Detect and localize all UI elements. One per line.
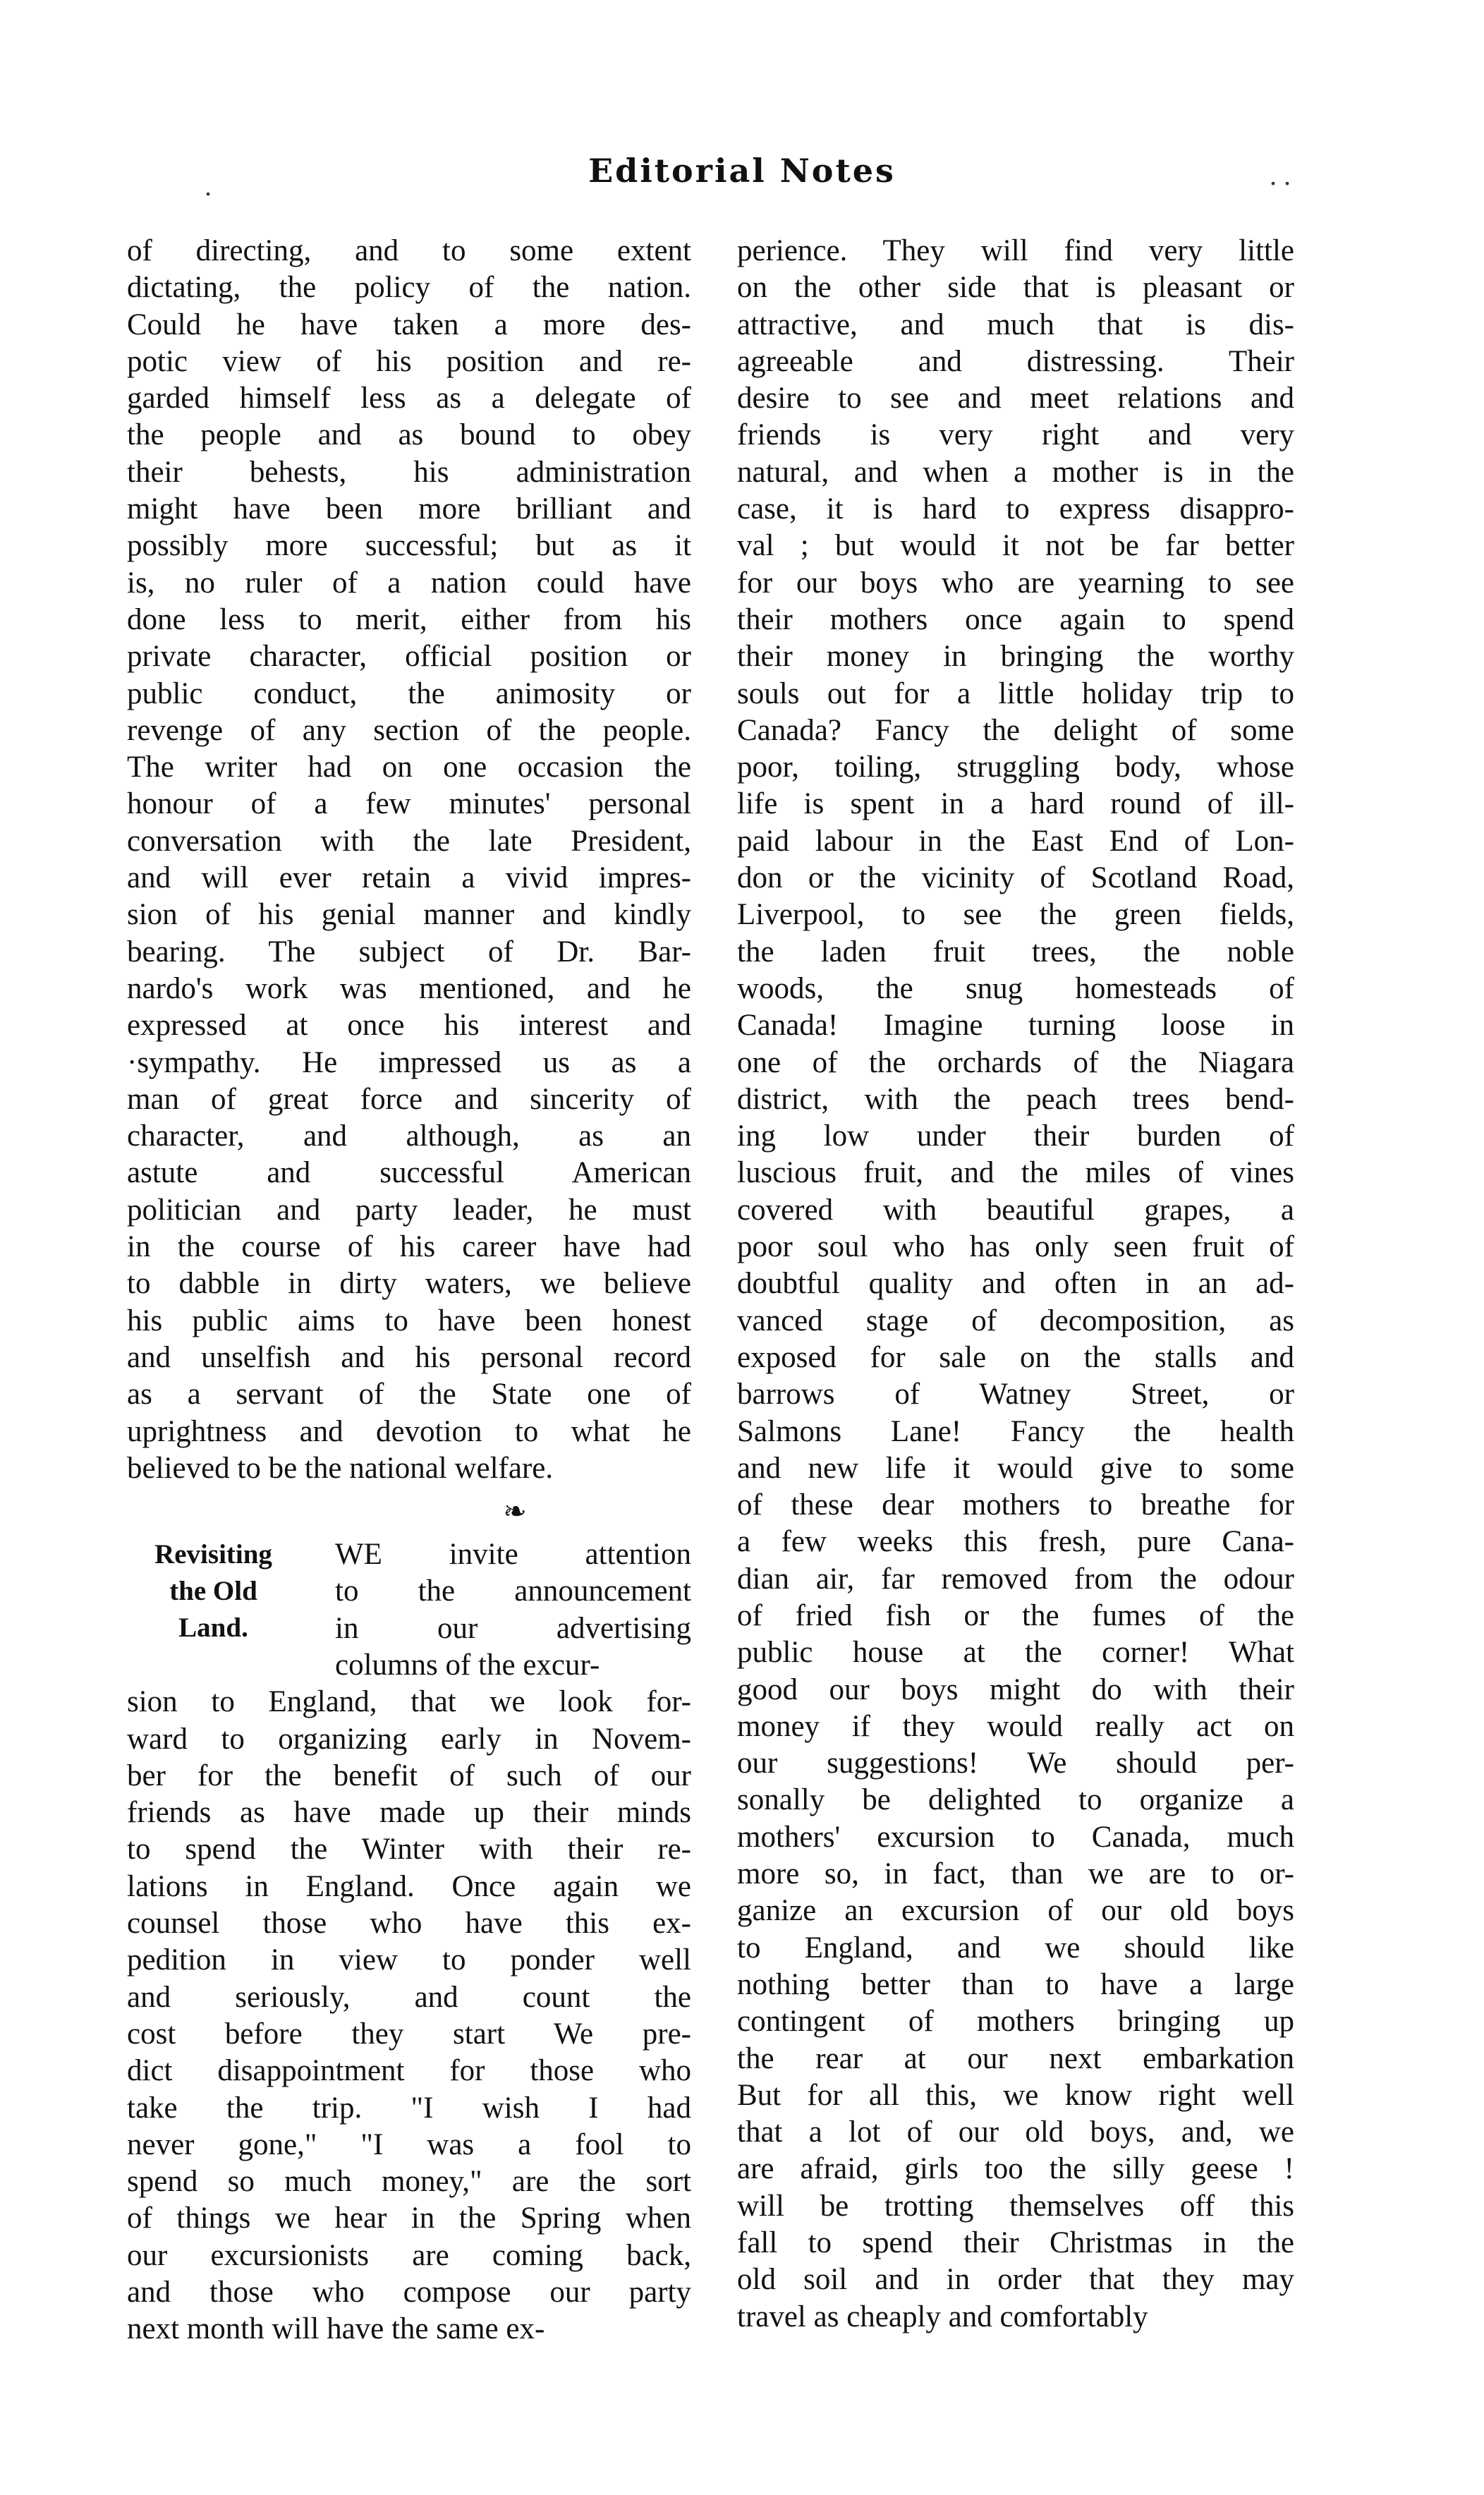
text-line: more so, in fact, than we are to or- — [737, 1857, 1294, 1891]
text-line: WE invite attention — [335, 1538, 691, 1572]
text-line: But for all this, we know right well — [737, 2078, 1294, 2112]
section-divider-ornament: ❧ — [503, 1495, 527, 1528]
text-line: travel as cheaply and comfortably — [737, 2300, 1148, 2333]
text-line: pedition in view to ponder well — [127, 1943, 691, 1977]
text-line: Salmons Lane! Fancy the health — [737, 1414, 1294, 1448]
text-line: their mothers once again to spend — [737, 602, 1294, 636]
text-line: ward to organizing early in Novem- — [127, 1722, 691, 1756]
text-line: of things we hear in the Spring when — [127, 2202, 691, 2235]
text-line: woods, the snug homesteads of — [737, 971, 1294, 1005]
text-line: mothers' excursion to Canada, much — [737, 1820, 1294, 1854]
text-line: ·sympathy. He impressed us as a — [127, 1045, 691, 1079]
text-line: The writer had on one occasion the — [127, 751, 691, 784]
text-line: contingent of mothers bringing up — [737, 2005, 1294, 2039]
text-line: sion of his genial manner and kindly — [127, 898, 691, 932]
text-line: and seriously, and count the — [127, 1980, 691, 2014]
text-line: don or the vicinity of Scotland Road, — [737, 861, 1294, 895]
text-line: on the other side that is pleasant or — [737, 271, 1294, 305]
text-line: luscious fruit, and the miles of vines — [737, 1156, 1294, 1190]
side-heading-line: Land. — [178, 1613, 248, 1644]
text-line: for our boys who are yearning to see — [737, 566, 1294, 600]
text-line: cost before they start We pre- — [127, 2017, 691, 2051]
text-line: one of the orchards of the Niagara — [737, 1045, 1294, 1079]
text-line: astute and successful American — [127, 1156, 691, 1190]
text-line: to spend the Winter with their re- — [127, 1833, 691, 1866]
text-line: exposed for sale on the stalls and — [737, 1340, 1294, 1374]
text-line: are afraid, girls too the silly geese ! — [737, 2152, 1294, 2186]
text-line: Liverpool, to see the green fields, — [737, 898, 1294, 932]
text-line: his public aims to have been honest — [127, 1304, 691, 1337]
text-line: souls out for a little holiday trip to — [737, 676, 1294, 710]
side-heading-line: Revisiting — [154, 1539, 272, 1570]
text-line: our excursionists are coming back, — [127, 2238, 691, 2272]
text-line: ber for the benefit of such of our — [127, 1759, 691, 1792]
text-line: friends as have made up their minds — [127, 1796, 691, 1830]
side-heading — [127, 1536, 300, 1646]
left-column-bottom-text — [127, 1684, 691, 2348]
text-line: in our advertising — [335, 1611, 691, 1645]
text-line: of directing, and to some extent — [127, 234, 691, 267]
header-left-mark: . — [205, 170, 212, 202]
text-line: their behests, his administration — [127, 455, 691, 489]
right-column — [737, 233, 1294, 2336]
text-line: expressed at once his interest and — [127, 1009, 691, 1043]
left-column-top-text — [127, 233, 691, 1487]
text-line: the people and as bound to obey — [127, 418, 691, 452]
text-line: honour of a few minutes' personal — [127, 787, 691, 821]
text-line: to the announcement — [335, 1574, 691, 1608]
text-line: paid labour in the East End of Lon- — [737, 824, 1294, 858]
text-line: Could he have taken a more des- — [127, 308, 691, 341]
text-line: lations in England. Once again we — [127, 1869, 691, 1903]
text-line: dian air, far removed from the odour — [737, 1562, 1294, 1596]
text-line: attractive, and much that is dis- — [737, 308, 1294, 341]
text-line: ganize an excursion of our old boys — [737, 1894, 1294, 1928]
text-line: politician and party leader, he must — [127, 1193, 691, 1227]
text-line: revenge of any section of the people. — [127, 713, 691, 747]
text-line: case, it is hard to express disappro- — [737, 492, 1294, 526]
side-heading-line: the Old — [169, 1576, 257, 1607]
text-line: will be trotting themselves off this — [737, 2189, 1294, 2223]
text-line: possibly more successful; but as it — [127, 529, 691, 563]
text-line: our suggestions! We should per- — [737, 1747, 1294, 1780]
text-line: good our boys might do with their — [737, 1673, 1294, 1706]
text-line: bearing. The subject of Dr. Bar- — [127, 935, 691, 969]
text-line: vanced stage of decomposition, as — [737, 1304, 1294, 1337]
text-line: of fried fish or the fumes of the — [737, 1598, 1294, 1632]
text-line: garded himself less as a delegate of — [127, 382, 691, 415]
text-line: never gone," "I was a fool to — [127, 2127, 691, 2161]
text-line: a few weeks this fresh, pure Cana- — [737, 1525, 1294, 1559]
text-line: is, no ruler of a nation could have — [127, 566, 691, 600]
text-line: covered with beautiful grapes, a — [737, 1193, 1294, 1227]
text-line: money if they would really act on — [737, 1709, 1294, 1743]
text-line: and will ever retain a vivid impres- — [127, 861, 691, 895]
text-line: and unselfish and his personal record — [127, 1340, 691, 1374]
text-line: dict disappointment for those who — [127, 2054, 691, 2088]
text-line: poor soul who has only seen fruit of — [737, 1230, 1294, 1264]
text-line: doubtful quality and often in an ad- — [737, 1267, 1294, 1301]
text-line: that a lot of our old boys, and, we — [737, 2115, 1294, 2149]
left-column — [127, 233, 691, 2348]
text-line: and those who compose our party — [127, 2276, 691, 2309]
text-line: ing low under their burden of — [737, 1119, 1294, 1153]
text-line: columns of the excur- — [335, 1648, 600, 1682]
text-line: public house at the corner! What — [737, 1636, 1294, 1670]
text-line: poor, toiling, struggling body, whose — [737, 751, 1294, 784]
text-line: agreeable and distressing. Their — [737, 344, 1294, 378]
text-line: desire to see and meet relations and — [737, 382, 1294, 415]
text-line: uprightness and devotion to what he — [127, 1414, 691, 1448]
text-line: sion to England, that we look for- — [127, 1685, 691, 1719]
text-line: old soil and in order that they may — [737, 2263, 1294, 2297]
text-line: barrows of Watney Street, or — [737, 1378, 1294, 1412]
text-line: district, with the peach trees bend- — [737, 1082, 1294, 1116]
text-line: man of great force and sincerity of — [127, 1082, 691, 1116]
text-line: to England, and we should like — [737, 1931, 1294, 1965]
text-line: their money in bringing the worthy — [737, 640, 1294, 674]
text-line: character, and although, as an — [127, 1119, 691, 1153]
text-line: friends is very right and very — [737, 418, 1294, 452]
text-line: conversation with the late President, — [127, 824, 691, 858]
text-line: the laden fruit trees, the noble — [737, 935, 1294, 969]
text-line: in the course of his career have had — [127, 1230, 691, 1264]
text-line: to dabble in dirty waters, we believe — [127, 1267, 691, 1301]
text-line: next month will have the same ex- — [127, 2312, 545, 2346]
text-line: dictating, the policy of the nation. — [127, 271, 691, 305]
text-line: take the trip. "I wish I had — [127, 2091, 691, 2125]
text-line: believed to be the national welfare. — [127, 1451, 554, 1485]
text-line: counsel those who have this ex- — [127, 1907, 691, 1941]
text-line: nothing better than to have a large — [737, 1967, 1294, 2001]
revisiting-section — [127, 1536, 691, 1684]
text-line: potic view of his position and re- — [127, 344, 691, 378]
text-line: nardo's work was mentioned, and he — [127, 971, 691, 1005]
text-line: natural, and when a mother is in the — [737, 455, 1294, 489]
text-line: done less to merit, either from his — [127, 602, 691, 636]
text-line: as a servant of the State one of — [127, 1378, 691, 1412]
page-header: Editorial Notes — [588, 152, 896, 190]
text-line: sonally be delighted to organize a — [737, 1783, 1294, 1817]
text-line: public conduct, the animosity or — [127, 676, 691, 710]
text-line: Canada! Imagine turning loose in — [737, 1009, 1294, 1043]
text-line: Canada? Fancy the delight of some — [737, 713, 1294, 747]
text-line: perience. They will find very little — [737, 234, 1294, 267]
text-line: of these dear mothers to breathe for — [737, 1488, 1294, 1522]
text-line: private character, official position or — [127, 640, 691, 674]
text-line: might have been more brilliant and — [127, 492, 691, 526]
text-line: fall to spend their Christmas in the — [737, 2226, 1294, 2260]
header-right-mark: . . — [1270, 159, 1291, 191]
text-line: and new life it would give to some — [737, 1451, 1294, 1485]
text-line: life is spent in a hard round of ill- — [737, 787, 1294, 821]
text-line: the rear at our next embarkation — [737, 2041, 1294, 2075]
text-line: val ; but would it not be far better — [737, 529, 1294, 563]
text-line: spend so much money," are the sort — [127, 2165, 691, 2199]
